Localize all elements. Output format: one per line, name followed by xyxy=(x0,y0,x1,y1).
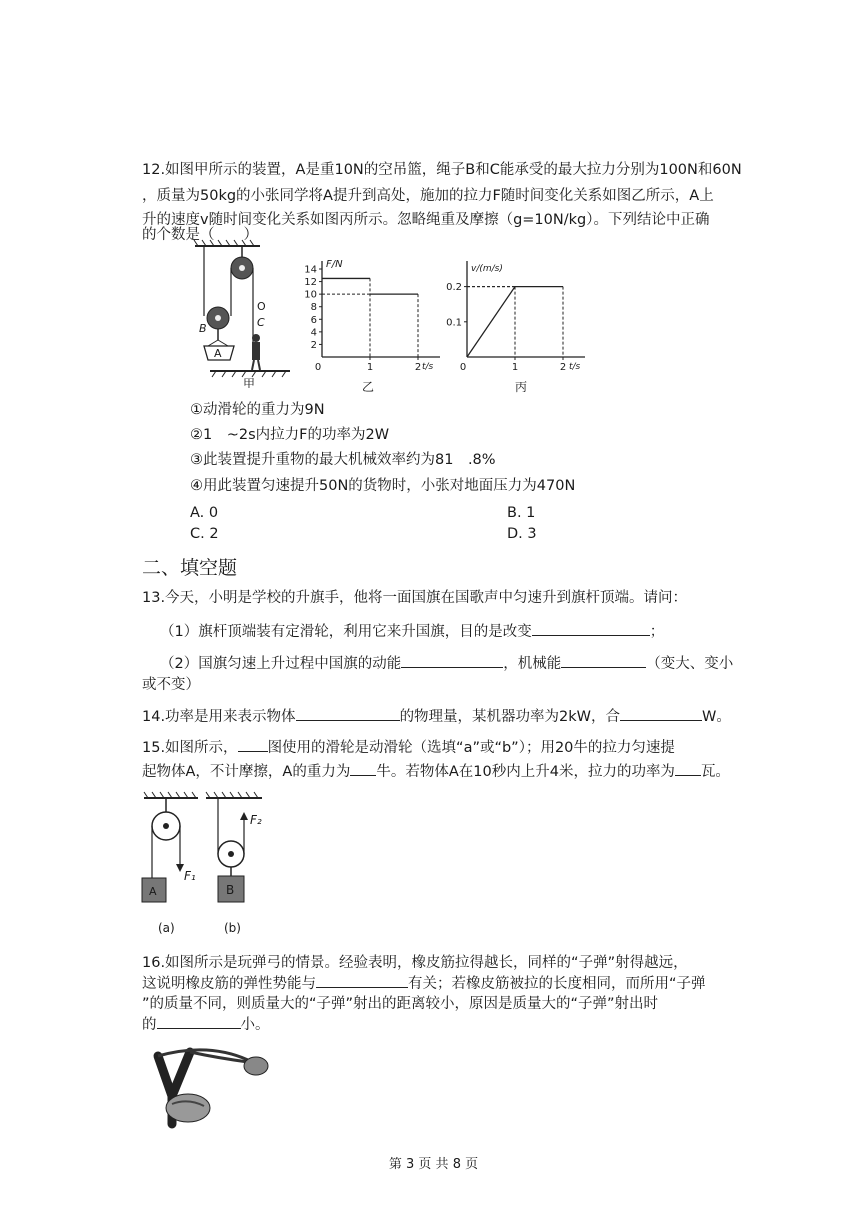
q13-part-2 xyxy=(160,653,733,674)
q15-line-1 xyxy=(142,737,675,758)
q14-text-b: 的物理量，某机器功率为2kW，合 xyxy=(399,709,621,725)
yi-ytick-label: 8 xyxy=(310,302,317,314)
chart-bing xyxy=(445,255,595,395)
chart-yi-caption: 乙 xyxy=(362,380,375,394)
label-b-rope: B xyxy=(199,322,207,335)
q15-blank-1[interactable] xyxy=(238,737,268,752)
yi-ytick-label: 2 xyxy=(310,339,317,351)
q13-part-2-cont: 或不变） xyxy=(142,677,200,693)
q13-part-1-end: ； xyxy=(649,624,665,640)
q14-text-c: W。 xyxy=(702,709,731,725)
bing-series-segment xyxy=(467,287,515,357)
label-block-b: B xyxy=(226,883,235,897)
yi-xtick-label: 1 xyxy=(366,362,374,373)
bing-xtick-label: 0 xyxy=(459,362,467,373)
q13-part-1-text: （1）旗杆顶端装有定滑轮，利用它来升国旗，目的是改变 xyxy=(160,624,532,640)
bing-ytick-label: 0.2 xyxy=(446,282,462,294)
q14-blank-2[interactable] xyxy=(620,706,702,721)
chart-yi xyxy=(300,255,450,395)
label-o: O xyxy=(257,300,266,313)
bing-ytick-label: 0.1 xyxy=(446,317,462,329)
q16-line-1: 16.如图所示是玩弹弓的情景。经验表明，橡皮筋拉得越长，同样的“子弹”射得越远， xyxy=(142,955,688,971)
q12-statement-4: ④用此装置匀速提升50N的货物时，小张对地面压力为470N xyxy=(190,478,576,494)
bing-xtick-label: 1 xyxy=(511,362,519,373)
label-a-basket: A xyxy=(214,347,222,360)
yi-ytick-label: 4 xyxy=(310,327,317,339)
q16-blank-1[interactable] xyxy=(316,973,408,988)
chart-yi-xlabel: t/s xyxy=(422,362,434,372)
q14-text-a: 14.功率是用来表示物体 xyxy=(142,709,296,725)
q12-option-c[interactable]: C. 2 xyxy=(190,526,219,542)
q12-line-2: ，质量为50kg的小张同学将A提升到高处，施加的拉力F随时间变化关系如图乙所示，A上 xyxy=(142,188,714,204)
q13-part-2-end: （变大、变小 xyxy=(646,656,734,672)
q16-text-4b: 小。 xyxy=(240,1017,270,1033)
q13-part-2-text: （2）国旗匀速上升过程中国旗的动能 xyxy=(160,656,402,672)
caption-b: (b) xyxy=(224,921,241,935)
q13-blank-1[interactable] xyxy=(532,621,650,636)
label-f2: F₂ xyxy=(250,813,262,827)
page-footer: 第 3 页 共 8 页 xyxy=(388,1157,479,1172)
yi-xtick-label: 2 xyxy=(414,362,422,373)
q15-text-1b: 图使用的滑轮是动滑轮（选填“a”或“b”）；用20牛的拉力匀速提 xyxy=(267,740,675,756)
q13-blank-3[interactable] xyxy=(561,653,646,668)
q12-option-d[interactable]: D. 3 xyxy=(507,526,537,542)
q15-blank-2[interactable] xyxy=(350,761,376,776)
q14-line xyxy=(142,706,731,727)
q15-text-2a: 起物体A，不计摩擦，A的重力为 xyxy=(142,764,351,780)
q15-line-2 xyxy=(142,761,730,782)
slingshot-image xyxy=(148,1038,278,1133)
label-f1: F₁ xyxy=(184,869,196,883)
chart-bing-ylabel: v/(m/s) xyxy=(471,264,503,274)
q16-text-2a: 这说明橡皮筋的弹性势能与 xyxy=(142,976,316,992)
yi-xtick-label: 0 xyxy=(314,362,322,373)
chart-yi-ylabel: F/N xyxy=(326,259,343,270)
q15-blank-3[interactable] xyxy=(675,761,701,776)
q16-line-3: ”的质量不同，则质量大的“子弹”射出的距离较小，原因是质量大的“子弹”射出时 xyxy=(142,996,659,1012)
q12-line-1: 12.如图甲所示的装置，A是重10N的空吊篮，绳子B和C能承受的最大拉力分别为100N和60N xyxy=(142,162,742,178)
label-block-a: A xyxy=(149,885,157,898)
q14-blank-1[interactable] xyxy=(296,706,400,721)
q16-line-2 xyxy=(142,973,706,994)
q16-text-2b: 有关；若橡皮筋被拉的长度相同，而所用“子弹 xyxy=(408,976,706,992)
label-c-rope: C xyxy=(257,316,265,329)
q16-blank-2[interactable] xyxy=(157,1014,241,1029)
q15-text-2c: 瓦。 xyxy=(700,764,730,780)
chart-bing-xlabel: t/s xyxy=(569,362,581,372)
bing-xtick-label: 2 xyxy=(559,362,567,373)
q13-part-2-mid: ，机械能 xyxy=(503,656,562,672)
q12-statement-1: ①动滑轮的重力为9N xyxy=(190,402,325,418)
pulley-figure-ab xyxy=(140,790,290,940)
q16-text-4a: 的 xyxy=(142,1017,157,1033)
q15-text-2b: 牛。若物体A在10秒内上升4米，拉力的功率为 xyxy=(376,764,675,780)
chart-bing-caption: 丙 xyxy=(515,380,528,394)
caption-jia: 甲 xyxy=(243,377,256,388)
pulley-figure-jia xyxy=(190,238,305,388)
q12-statement-3: ③此装置提升重物的最大机械效率约为81 .8% xyxy=(190,452,496,468)
q12-statement-2: ②1 ~2s内拉力F的功率为2W xyxy=(190,427,390,443)
q13-line-1: 13.今天，小明是学校的升旗手，他将一面国旗在国歌声中匀速升到旗杆顶端。请问： xyxy=(142,590,688,606)
q13-part-1 xyxy=(160,621,664,642)
q12-line-4: 的个数是（ ） xyxy=(142,227,258,243)
yi-ytick-label: 12 xyxy=(304,277,317,289)
q16-line-4 xyxy=(142,1014,270,1035)
q15-text-1a: 15.如图所示， xyxy=(142,740,238,756)
yi-ytick-label: 14 xyxy=(304,264,317,276)
q12-option-b[interactable]: B. 1 xyxy=(507,505,536,521)
yi-ytick-label: 6 xyxy=(310,314,317,326)
q12-option-a[interactable]: A. 0 xyxy=(190,505,219,521)
q13-blank-2[interactable] xyxy=(401,653,503,668)
q12-line-3: 升的速度v随时间变化关系如图丙所示。忽略绳重及摩擦（g=10N/kg）。下列结论中正确 xyxy=(142,212,710,228)
yi-ytick-label: 10 xyxy=(304,289,317,301)
section-title-fill-in: 二、填空题 xyxy=(142,557,238,579)
caption-a: (a) xyxy=(158,921,175,935)
